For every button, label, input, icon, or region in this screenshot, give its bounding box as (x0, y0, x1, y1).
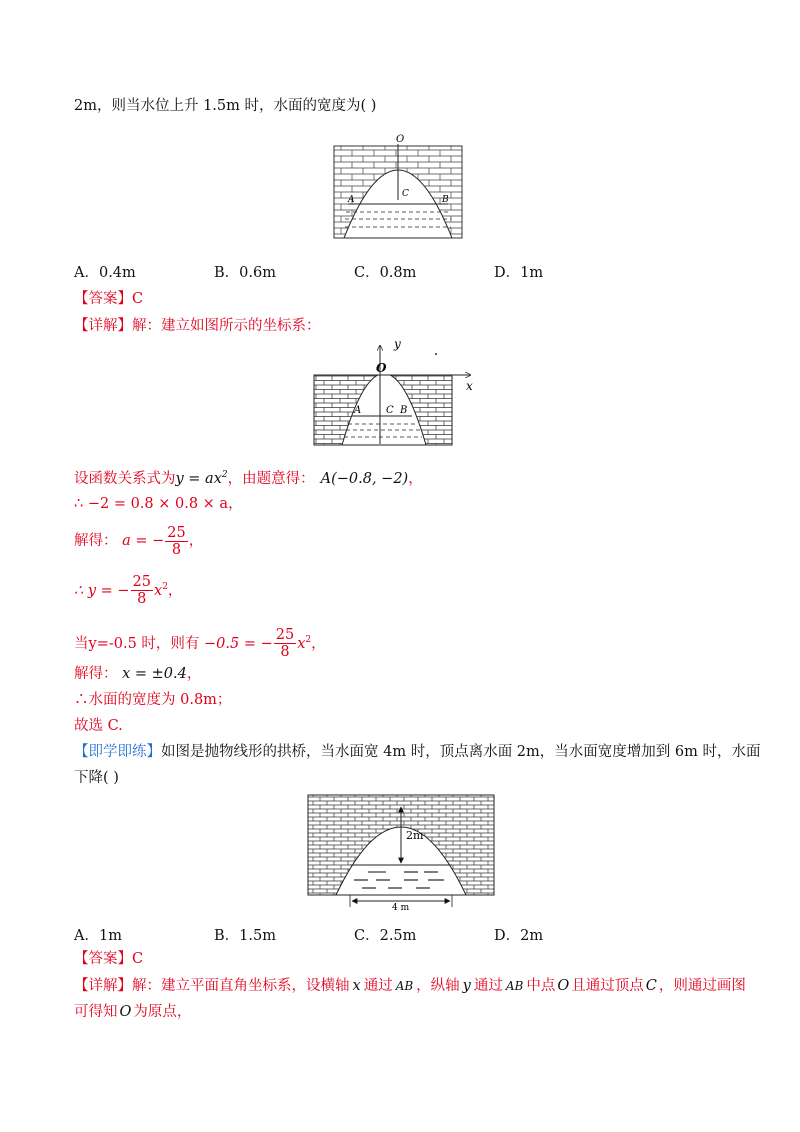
q2-option-d[interactable]: D．2m (494, 928, 544, 944)
q1-step7: ∴水面的宽度为 0.8m； (74, 692, 232, 708)
q1-step1: 设函数关系式为$y = ax^2$，由题意得： A(−0.8, −2)， (74, 470, 423, 487)
q1-step4: ∴ y = − $\frac{25}{8}$ $x^2$， (74, 574, 183, 608)
q1-step2: ∴ −2 = 0.8 × 0.8 × a， (74, 496, 243, 512)
q2-detail-line2: 可得知 O 为原点， (74, 1004, 192, 1020)
q2-tag: 【即学即练】 (74, 744, 161, 760)
label-b: B (442, 195, 449, 205)
q1-detail-intro (74, 316, 321, 336)
q2-stem-line1: 【即学即练】如图是抛物线形的拱桥，当水面宽 4m 时，顶点离水面 2m，当水面宽度增加到 6m 时，水面 (74, 744, 761, 760)
q1-options (74, 261, 694, 282)
label-a: A (348, 195, 355, 205)
axis-y-label: y (394, 340, 401, 351)
q2-bridge-figure (306, 793, 496, 911)
detail-text: 解：建立如图所示的坐标系： (132, 318, 321, 334)
q1-step6: 解得： x = ±0.4， (74, 666, 202, 682)
q2-answer: 【答案】C (74, 951, 144, 967)
detail-label: 【详解】 (74, 318, 132, 334)
q1-step8: 故选 C. (74, 718, 123, 734)
label-a: A (354, 405, 362, 416)
label-c: C (386, 405, 394, 416)
q1-option-a[interactable]: A．0.4m (74, 265, 136, 281)
q1-option-d[interactable]: D．1m (494, 265, 544, 281)
label-b: B (400, 405, 408, 416)
q1-answer: 【答案】C (74, 291, 144, 307)
q1-step3: 解得： a = − $\frac{25}{8}$ ， (74, 524, 204, 558)
q2-options (74, 924, 694, 945)
origin-label: O (376, 361, 387, 375)
q2-option-b[interactable]: B．1.5m (214, 928, 276, 944)
q2-option-a[interactable]: A．1m (74, 928, 122, 944)
width-label: 4 m (392, 903, 410, 911)
q1-stem: 2m，则当水位上升 1.5m 时，水面的宽度为( ) (74, 98, 377, 114)
q1-option-b[interactable]: B．0.6m (214, 265, 276, 281)
q2-stem-line2: 下降( ) (74, 770, 119, 786)
label-o: O (396, 134, 405, 145)
q1-step5: 当y=-0.5 时，则有 −0.5 = − $\frac{25}{8}$ $x^2$， (74, 627, 326, 661)
q1-arch-figure (330, 132, 466, 242)
height-label: 2m (406, 829, 424, 842)
q2-option-c[interactable]: C．2.5m (354, 928, 417, 944)
q2-detail-line1: 【详解】解：建立平面直角坐标系，设横轴 x 通过 AB ，纵轴 y 通过 AB 中点 O 且通过顶点 C ，则通过画图 (74, 978, 746, 994)
q1-coordinate-figure (308, 340, 484, 448)
label-c: C (402, 189, 409, 199)
axis-x-label: x (466, 379, 473, 393)
q1-option-c[interactable]: C．0.8m (354, 265, 417, 281)
